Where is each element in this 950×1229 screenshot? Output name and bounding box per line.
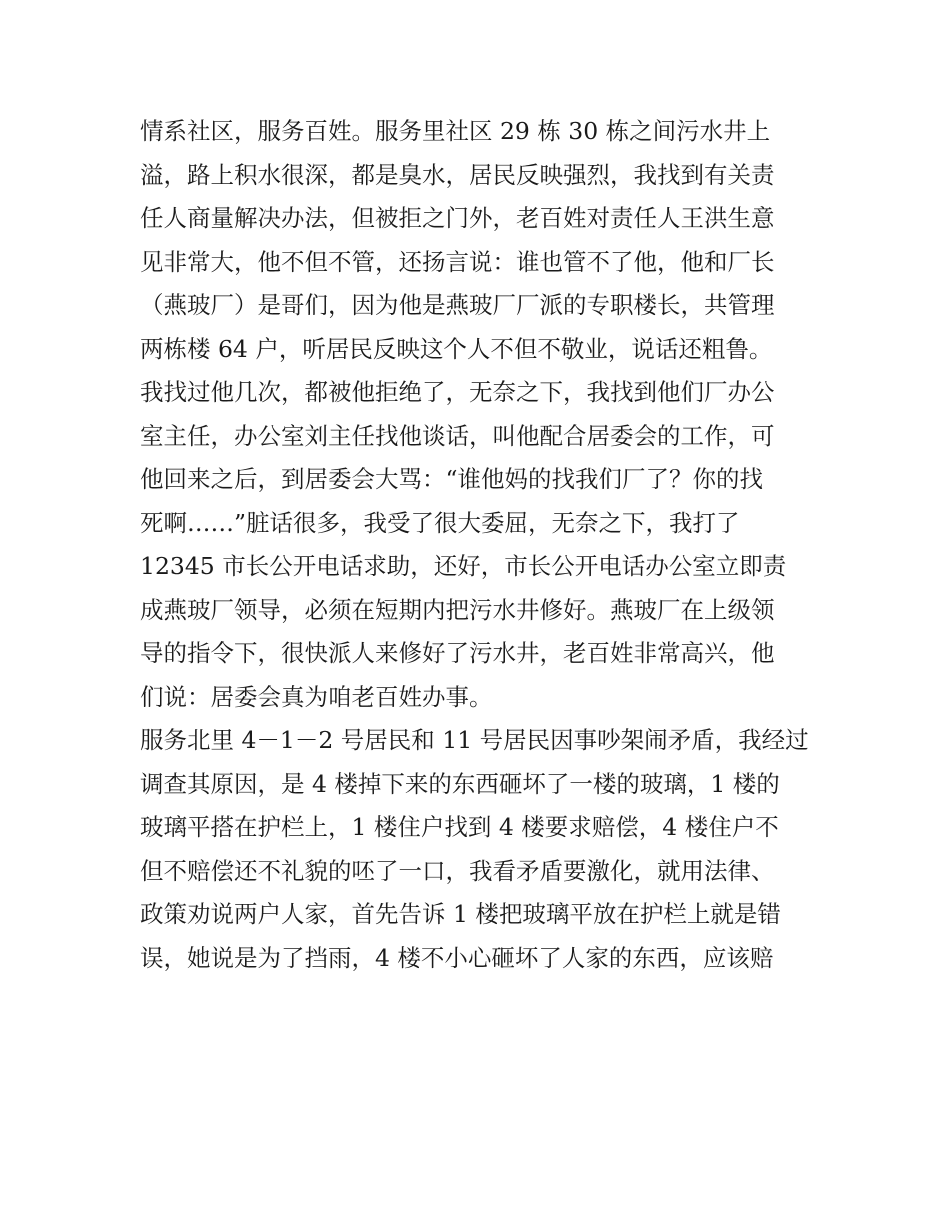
text-line: 溢，路上积水很深，都是臭水，居民反映强烈，我找到有关责 [140,160,775,189]
text-line: 两栋楼 64 户，听居民反映这个人不但不敬业，说话还粗鲁。 [140,334,773,363]
text-line: 们说：居委会真为咱老百姓办事。 [140,682,493,711]
text-line: 12345 市长公开电话求助，还好，市长公开电话办公室立即责 [140,552,787,580]
text-line: 他回来之后，到居委会大骂：“谁他妈的找我们厂了？你的找 [140,465,764,493]
text-line: 死啊……”脏话很多，我受了很大委屈，无奈之下，我打了 [140,508,740,537]
text-line: 玻璃平搭在护栏上，1 楼住户找到 4 楼要求赔偿，4 楼住户不 [140,813,779,841]
text-line: 政策劝说两户人家，首先告诉 1 楼把玻璃平放在护栏上就是错 [140,900,781,928]
text-line: 任人商量解决办法，但被拒之门外，老百姓对责任人王洪生意 [140,204,775,232]
text-line: 我找过他几次，都被他拒绝了，无奈之下，我找到他们厂办公 [140,378,775,406]
text-line: 成燕玻厂领导，必须在短期内把污水井修好。燕玻厂在上级领 [140,595,775,624]
text-line: 见非常大，他不但不管，还扬言说：谁也管不了他，他和厂长 [140,247,775,276]
text-line: 情系社区，服务百姓。服务里社区 29 栋 30 栋之间污水井上 [140,117,771,145]
text-line: 误，她说是为了挡雨，4 楼不小心砸坏了人家的东西，应该赔 [140,943,774,972]
text-line: 调查其原因，是 4 楼掉下来的东西砸坏了一楼的玻璃，1 楼的 [140,769,780,798]
text-line: （燕玻厂）是哥们，因为他是燕玻厂厂派的专职楼长，共管理 [140,291,775,319]
text-line: 但不赔偿还不礼貌的呸了一口，我看矛盾要激化，就用法律、 [140,856,775,885]
text-line: 服务北里 4－1－2 号居民和 11 号居民因事吵架闹矛盾，我经过 [140,726,809,754]
body-text [140,110,830,980]
text-line: 室主任，办公室刘主任找他谈话，叫他配合居委会的工作，可 [140,421,775,450]
text-line: 导的指令下，很快派人来修好了污水井，老百姓非常高兴，他 [140,639,775,667]
